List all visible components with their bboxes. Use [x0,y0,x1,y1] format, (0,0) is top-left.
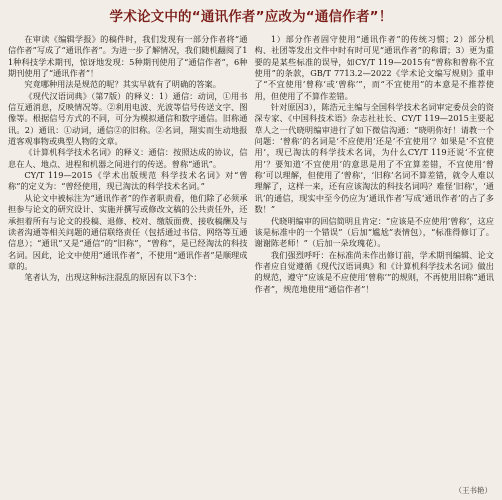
paragraph: 代晓明编审的回信简明且肯定：“应该是不应使用‘曾称’，这应该是标准中的一个错误”（后加“尴尬”表情包），“标准得修订了。谢谢陈老师！”（后加一朵玫瑰花）。 [254,215,494,249]
article-body [8,34,494,295]
paragraph: 从论文中被标注为“通讯作者”的作者职责看，他们除了必须承担参与论文的研究设计、实施并撰写或修改文稿的公共责任外，还承担着所有与论文的投稿、退修、校对、缴版面费、接收稿酬及与读者沟通等相关问题的通信联络责任（包括通过书信、网络等互通信息）；“通讯”又是“通信”的“旧称”，“曾称”，是已经淘汰的科技名词。因此，论文中使用“通讯作者”，不使用“通讯作者”是顺理成章的。 [8,192,248,271]
right-column [255,34,495,295]
paragraph: 《现代汉语词典》（第7版）的释义：1）通信：动词，①用书信互通消息，反映情况等。②利用电波、光波等信号传送文字、图像等。根据信号方式的不同，可分为模拟通信和数字通信。旧称通讯。2）通讯：①动词，通信②的旧称。②名词，翔实而生动地报道客观事物或典型人物的文章。 [8,90,248,147]
paragraph: 1）部分作者固守使用“通讯作者”的传统习惯；2）部分机构、社团等发出文件中时有时可见“通讯作者”的称谓；3）更为重要的是某些标准的误导，如CY/T 119—2015有“曾称和曾称不宜使用”的条款，GB/T 7713.2—2022《学术论文编写规则》重申了“不宜使用‘曾称’或‘曾称’”，而“不宜使用”的本意是不推荐使用，但使用了不算作差错。 [254,34,494,101]
article-title: 学术论文中的“通讯作者”应改为“通信作者”！ [109,9,393,25]
paragraph: 究竟哪种用法是规范的呢？其实早就有了明确的答案。 [24,79,221,90]
paragraph: 在审读《编辑学报》的稿件时，我们发现有一部分作者将“通信作者”写成了“通讯作者”。为进一步了解情况，我们随机翻阅了11种科技学术期刊，惊讶地发现：5种期刊使用了“通信作者”，6种期刊使用了“通讯作者”！ [8,34,248,79]
author-byline: （王书艳） [454,486,492,495]
paragraph: 笔者认为，出现这种标注混乱的原因有以下3个： [24,272,202,283]
paragraph: 《计算机科学技术名词》的释义：通信：按照达成的协议，信息在人、地点、进程和机器之间进行的传送。曾称“通讯”。 [8,147,248,169]
paragraph: 我们强烈呼吁：在标准尚未作出修订前，学术期刊编辑、论文作者应自觉遵循《现代汉语词典》和《计算机科学技术名词》做出的规范，遵守“应该是不应使用‘曾称’”的规则，不再使用旧称“通讯作者”，规范地使用“通信作者”！ [254,249,494,294]
paragraph: CY/T 119—2015《学术出版规范 科学技术名词》对“曾称”的定义为：“曾经使用，现已淘汰的科学技术名词。” [8,170,248,192]
left-column [8,34,248,284]
paragraph: 针对原因3），陈浩元主编与全国科学技术名词审定委员会的资深专家、《中国科技术语》杂志社社长、CY/T 119—2015主要起草人之一代晓明编审进行了如下微信沟通：“晓明你好！请教一个问题：‘曾称’的名词是‘不应使用’还是‘不宜使用’？如果是‘不宜使用’，现已淘汰的科学技术名词，为什么CY/T 119还说‘不宜使用’？要知道‘不宜使用’的意思是用了不宜算差错，不宜使用‘曾称’可以理解，但使用了‘曾称’，‘旧称’名词不算差错，就令人难以理解了，这样一来，还有应该淘汰的科技名词吗？难怪‘旧称’，‘通讯’的通信，现实中至今仍应为‘通讯作者’写成‘通讯作者’的占了多数！” [254,102,494,215]
